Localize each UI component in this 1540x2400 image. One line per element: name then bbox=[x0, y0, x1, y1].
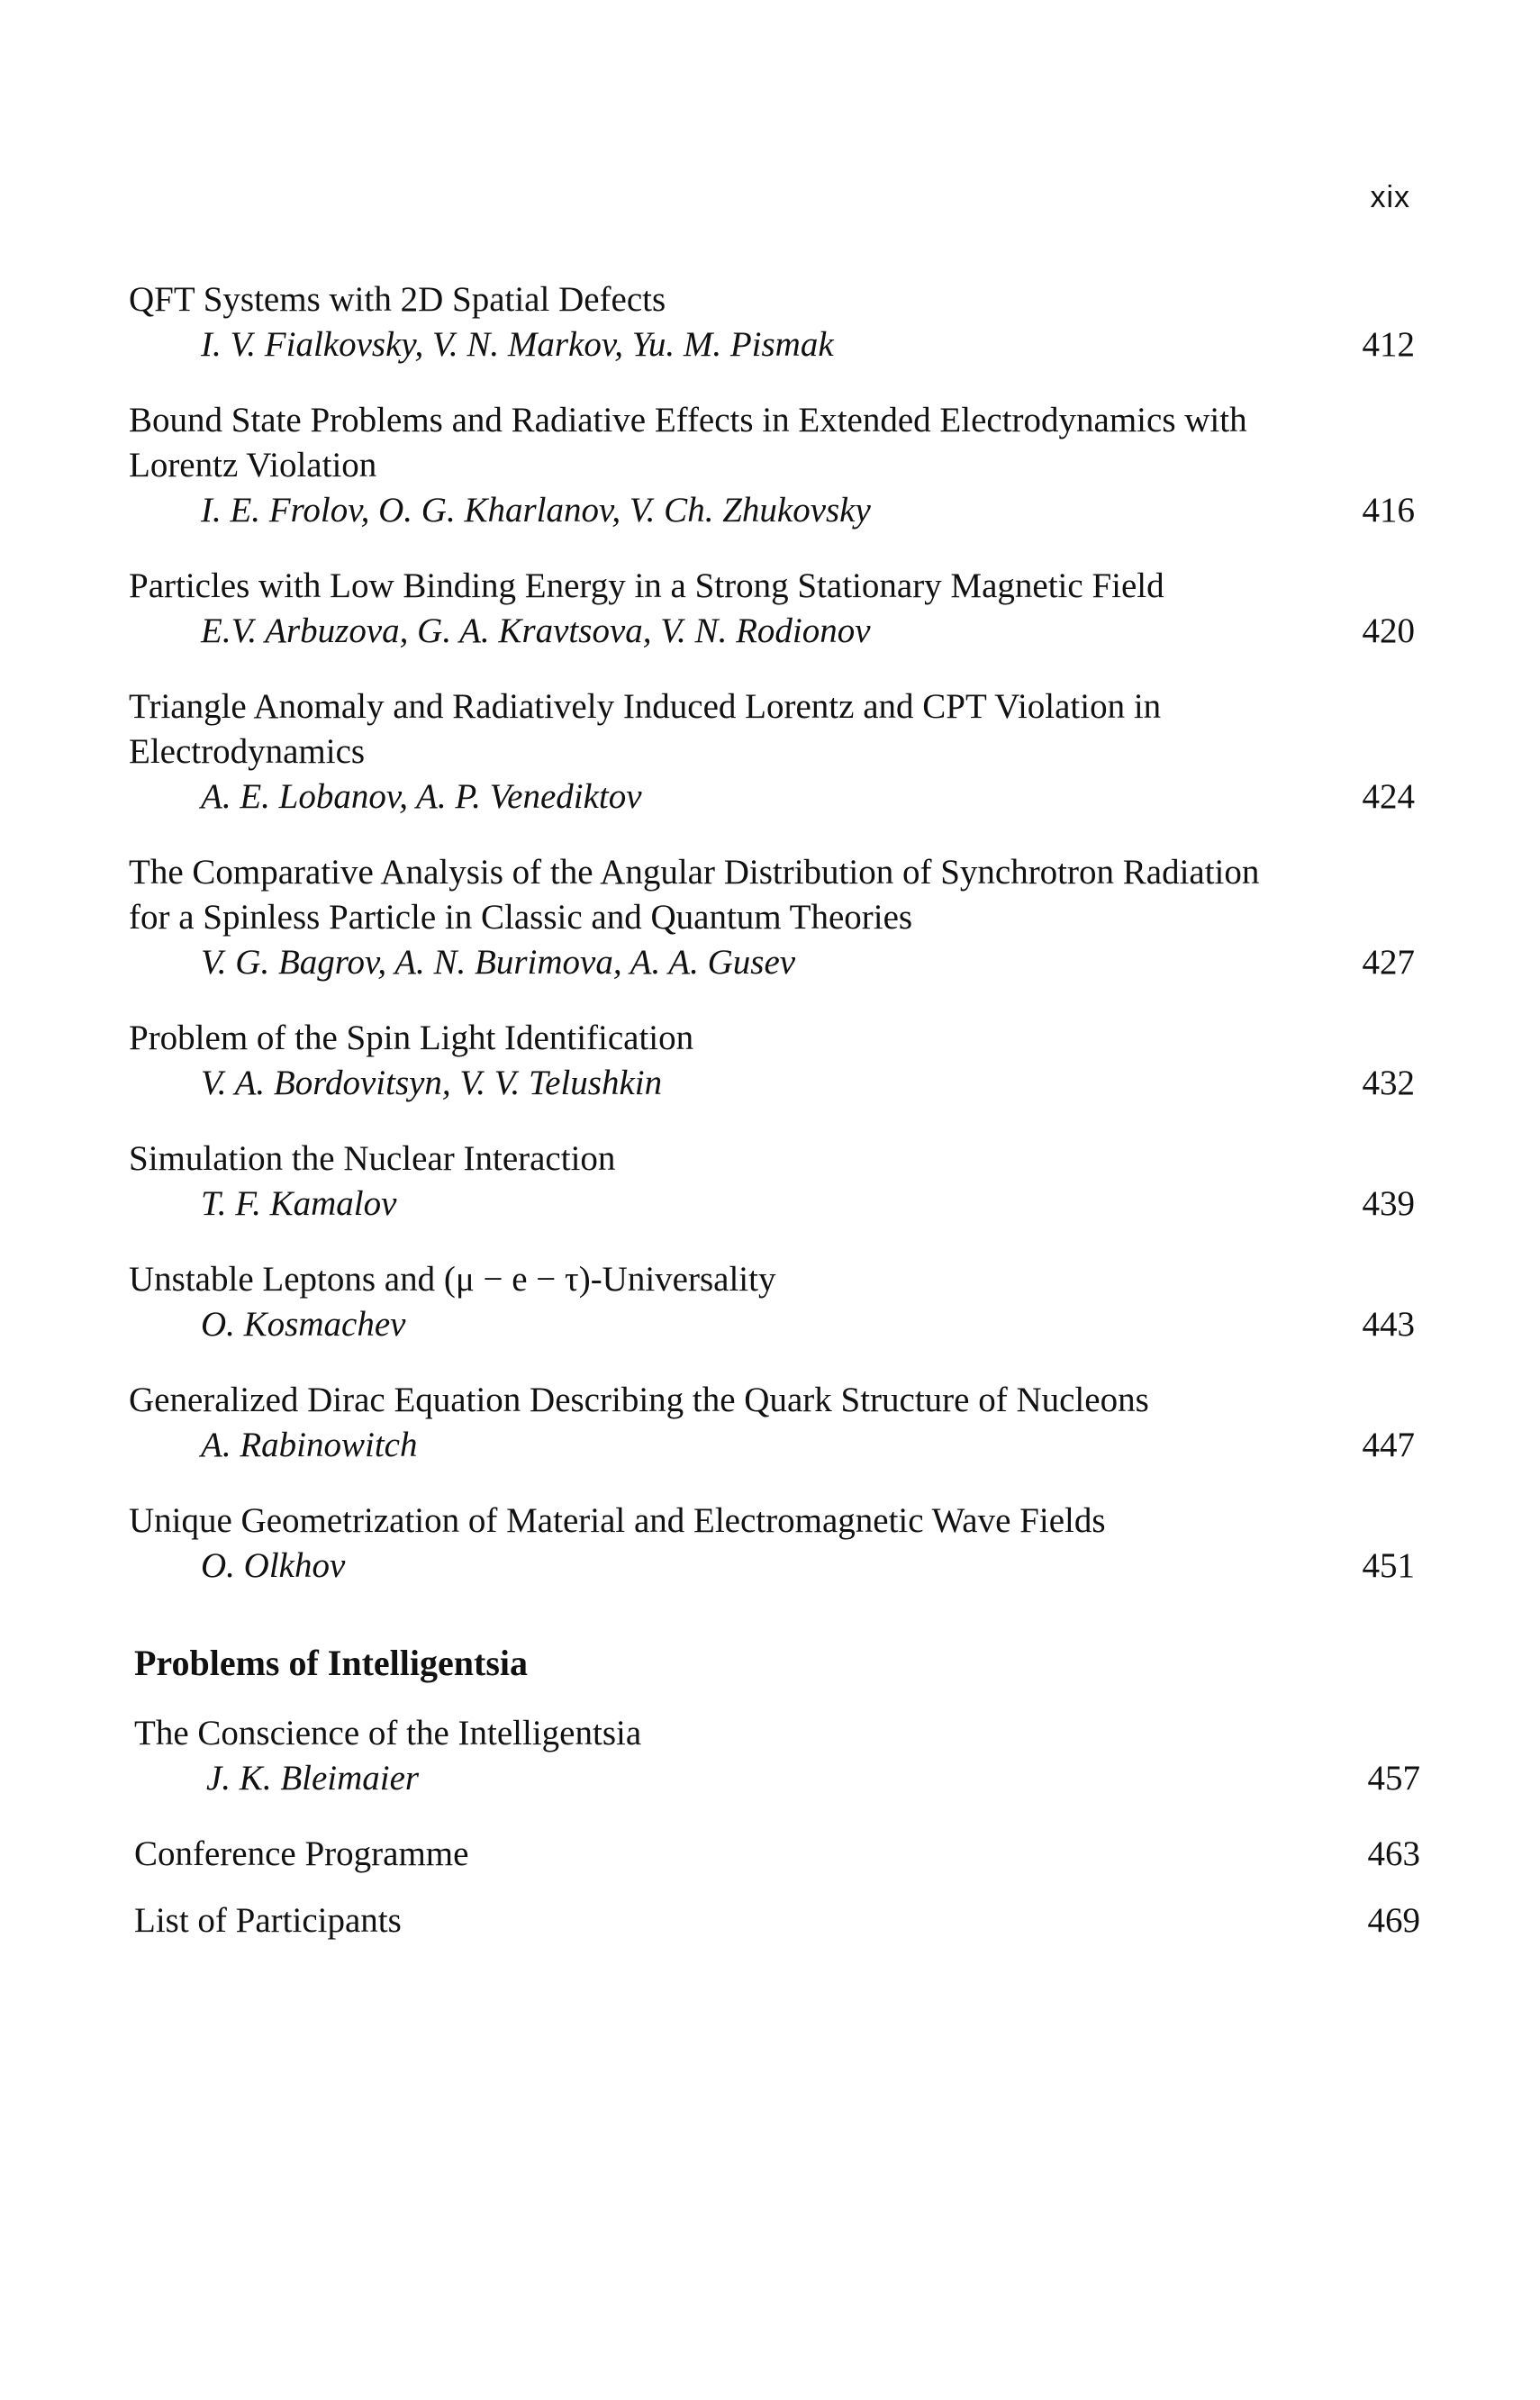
entry-authors: T. F. Kamalov bbox=[201, 1184, 397, 1223]
entry-title: Generalized Dirac Equation Describing the Quark Structure of Nucleons bbox=[129, 1381, 1149, 1419]
entry-page-number: 412 bbox=[1362, 325, 1415, 364]
entry-authors: O. Kosmachev bbox=[201, 1305, 406, 1344]
entry-title: List of Participants bbox=[134, 1901, 402, 1940]
entry-page-number: 439 bbox=[1362, 1184, 1415, 1223]
toc-entry[interactable] bbox=[129, 1711, 1420, 1801]
toc-entry[interactable] bbox=[129, 564, 1415, 654]
entry-title: Unique Geometrization of Material and Electromagnetic Wave Fields bbox=[129, 1501, 1106, 1540]
entry-title: The Conscience of the Intelligentsia bbox=[134, 1714, 642, 1752]
entry-page-number: 420 bbox=[1362, 611, 1415, 650]
entry-title: The Comparative Analysis of the Angular Distribution of Synchrotron Radiation for a Spinless Particle in Classic and Quantum Theories bbox=[129, 853, 1260, 937]
entry-title: Particles with Low Binding Energy in a Strong Stationary Magnetic Field bbox=[129, 566, 1164, 605]
entry-page-number: 443 bbox=[1362, 1305, 1415, 1344]
toc-entry-conference-programme[interactable] bbox=[129, 1832, 1420, 1877]
toc-entry[interactable] bbox=[129, 1378, 1415, 1468]
entry-authors: V. A. Bordovitsyn, V. V. Telushkin bbox=[201, 1064, 663, 1102]
toc-entry[interactable] bbox=[129, 1016, 1415, 1106]
toc-entry[interactable] bbox=[129, 277, 1415, 367]
entry-authors: V. G. Bagrov, A. N. Burimova, A. A. Gusev bbox=[201, 943, 796, 982]
entry-title: Conference Programme bbox=[134, 1834, 469, 1873]
entry-title: Simulation the Nuclear Interaction bbox=[129, 1139, 616, 1178]
entry-page-number: 469 bbox=[1367, 1901, 1420, 1940]
toc-entry[interactable] bbox=[129, 1137, 1415, 1227]
toc-entry[interactable] bbox=[129, 684, 1415, 820]
page-number: xix bbox=[1370, 180, 1410, 214]
entry-authors: J. K. Bleimaier bbox=[206, 1759, 420, 1798]
entry-page-number: 416 bbox=[1362, 491, 1415, 530]
entry-page-number: 424 bbox=[1362, 777, 1415, 816]
entry-title: Bound State Problems and Radiative Effects in Extended Electrodynamics with Lorentz Violation bbox=[129, 401, 1247, 485]
toc-entry[interactable] bbox=[129, 850, 1415, 985]
entry-page-number: 427 bbox=[1362, 943, 1415, 982]
entry-title: QFT Systems with 2D Spatial Defects bbox=[129, 280, 666, 319]
entry-page-number: 447 bbox=[1362, 1426, 1415, 1464]
entry-authors: O. Olkhov bbox=[201, 1546, 346, 1585]
entry-title: Unstable Leptons and (μ − e − τ)-Universality bbox=[129, 1260, 776, 1299]
entry-authors: A. E. Lobanov, A. P. Venediktov bbox=[201, 777, 642, 816]
entry-page-number: 457 bbox=[1367, 1759, 1420, 1798]
section-heading: Problems of Intelligentsia bbox=[134, 1643, 529, 1683]
entry-authors: A. Rabinowitch bbox=[201, 1426, 418, 1464]
entry-authors: I. E. Frolov, O. G. Kharlanov, V. Ch. Zhukovsky bbox=[201, 491, 871, 530]
entry-page-number: 463 bbox=[1367, 1834, 1420, 1873]
entry-page-number: 451 bbox=[1362, 1546, 1415, 1585]
table-of-contents bbox=[129, 277, 1420, 1965]
toc-entry[interactable] bbox=[129, 398, 1415, 533]
toc-entry[interactable] bbox=[129, 1499, 1415, 1589]
entry-title: Triangle Anomaly and Radiatively Induced Lorentz and CPT Violation in Electrodynamics bbox=[129, 687, 1162, 771]
toc-entry-list-of-participants[interactable] bbox=[129, 1898, 1420, 1943]
entry-authors: E.V. Arbuzova, G. A. Kravtsova, V. N. Rodionov bbox=[201, 611, 871, 650]
toc-entry[interactable] bbox=[129, 1257, 1415, 1347]
entry-title: Problem of the Spin Light Identification bbox=[129, 1019, 694, 1057]
entry-authors: I. V. Fialkovsky, V. N. Markov, Yu. M. Pismak bbox=[201, 325, 834, 364]
entry-page-number: 432 bbox=[1362, 1064, 1415, 1102]
